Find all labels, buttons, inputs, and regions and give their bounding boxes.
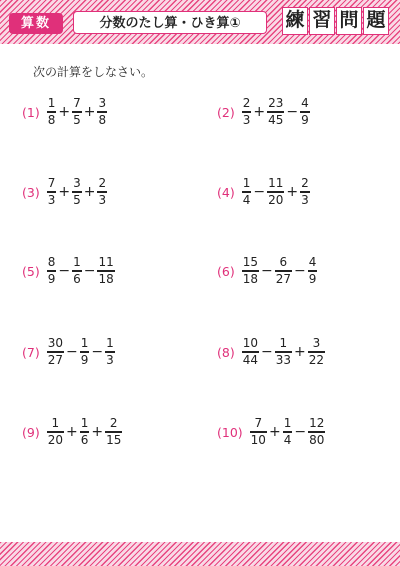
numerator: 1 bbox=[73, 255, 81, 270]
fraction bbox=[250, 417, 267, 446]
fraction bbox=[308, 256, 318, 285]
instruction-text: 次の計算をしなさい。 bbox=[33, 65, 154, 79]
numerator: 12 bbox=[309, 416, 325, 431]
problem-number: (1) bbox=[22, 104, 40, 120]
denominator: 4 bbox=[283, 432, 292, 447]
numerator: 15 bbox=[242, 255, 258, 270]
denominator: 3 bbox=[47, 192, 56, 207]
practice-char: 問 bbox=[336, 7, 362, 35]
numerator: 3 bbox=[73, 176, 81, 191]
fraction bbox=[242, 177, 252, 206]
practice-char: 練 bbox=[282, 7, 308, 35]
numerator: 1 bbox=[283, 416, 292, 431]
denominator: 6 bbox=[80, 432, 89, 447]
denominator: 27 bbox=[47, 352, 63, 367]
denominator: 5 bbox=[73, 192, 81, 207]
fraction bbox=[80, 337, 90, 366]
footer-band bbox=[0, 542, 400, 566]
numerator: 30 bbox=[47, 336, 63, 351]
problem-item bbox=[22, 92, 108, 132]
fraction bbox=[275, 337, 292, 366]
operator: − bbox=[66, 344, 78, 360]
operator: + bbox=[58, 184, 71, 200]
problem-item bbox=[217, 332, 326, 372]
operator: − bbox=[261, 263, 273, 279]
numerator: 1 bbox=[106, 336, 114, 351]
fraction bbox=[97, 177, 107, 206]
fraction bbox=[105, 337, 115, 366]
fraction bbox=[242, 97, 252, 126]
denominator: 18 bbox=[242, 271, 258, 286]
denominator: 6 bbox=[73, 271, 81, 286]
denominator: 9 bbox=[301, 112, 309, 127]
fraction bbox=[97, 97, 107, 126]
fraction bbox=[242, 337, 259, 366]
problem-item bbox=[217, 412, 326, 452]
fraction bbox=[80, 417, 90, 446]
practice-label bbox=[282, 7, 389, 35]
numerator: 1 bbox=[47, 96, 56, 111]
fraction bbox=[72, 177, 82, 206]
numerator: 11 bbox=[268, 176, 284, 191]
denominator: 3 bbox=[242, 112, 251, 127]
operator: + bbox=[294, 344, 306, 360]
fraction bbox=[308, 417, 325, 446]
problem-number: (9) bbox=[22, 424, 40, 440]
denominator: 44 bbox=[242, 352, 258, 367]
numerator: 6 bbox=[279, 255, 288, 270]
problem-number: (5) bbox=[22, 263, 40, 279]
problem-number: (2) bbox=[217, 104, 235, 120]
numerator: 23 bbox=[268, 96, 284, 111]
problem-number: (7) bbox=[22, 344, 40, 360]
fraction bbox=[105, 417, 122, 446]
fraction bbox=[300, 177, 310, 206]
fraction bbox=[283, 417, 293, 446]
numerator: 11 bbox=[98, 255, 114, 270]
operator: + bbox=[253, 104, 266, 120]
numerator: 7 bbox=[254, 416, 263, 431]
denominator: 3 bbox=[301, 192, 309, 207]
numerator: 2 bbox=[109, 416, 118, 431]
operator: − bbox=[294, 263, 306, 279]
problem-item bbox=[22, 332, 116, 372]
numerator: 7 bbox=[47, 176, 56, 191]
denominator: 9 bbox=[308, 271, 317, 286]
denominator: 45 bbox=[268, 112, 284, 127]
denominator: 10 bbox=[250, 432, 266, 447]
denominator: 9 bbox=[80, 352, 89, 367]
denominator: 5 bbox=[73, 112, 81, 127]
problem-number: (8) bbox=[217, 344, 235, 360]
numerator: 2 bbox=[242, 96, 251, 111]
problem-item bbox=[22, 251, 116, 291]
worksheet-title: 分数のたし算・ひき算① bbox=[73, 11, 267, 34]
fraction bbox=[72, 97, 82, 126]
subject-badge: 算数 bbox=[9, 13, 63, 34]
denominator: 22 bbox=[308, 352, 325, 367]
operator: − bbox=[83, 263, 96, 279]
denominator: 20 bbox=[268, 192, 284, 207]
numerator: 1 bbox=[80, 336, 89, 351]
fraction bbox=[47, 256, 57, 285]
numerator: 2 bbox=[98, 176, 107, 191]
problem-number: (6) bbox=[217, 263, 235, 279]
denominator: 27 bbox=[275, 271, 292, 286]
operator: + bbox=[286, 184, 299, 200]
denominator: 3 bbox=[106, 352, 114, 367]
numerator: 1 bbox=[80, 416, 89, 431]
fraction bbox=[47, 417, 64, 446]
fraction bbox=[47, 337, 64, 366]
numerator: 2 bbox=[301, 176, 309, 191]
numerator: 1 bbox=[279, 336, 288, 351]
operator: − bbox=[286, 104, 299, 120]
problem-item bbox=[217, 251, 318, 291]
operator: + bbox=[91, 424, 104, 440]
fraction bbox=[267, 97, 284, 126]
operator: − bbox=[58, 263, 71, 279]
numerator: 3 bbox=[312, 336, 321, 351]
denominator: 3 bbox=[98, 192, 107, 207]
numerator: 8 bbox=[47, 255, 56, 270]
operator: + bbox=[83, 104, 96, 120]
problem-item bbox=[217, 92, 311, 132]
numerator: 1 bbox=[51, 416, 60, 431]
operator: − bbox=[253, 184, 266, 200]
fraction bbox=[72, 256, 82, 285]
operator: + bbox=[58, 104, 71, 120]
fraction bbox=[97, 256, 114, 285]
fraction bbox=[267, 177, 284, 206]
practice-char: 習 bbox=[309, 7, 335, 35]
denominator: 18 bbox=[98, 271, 114, 286]
problem-number: (3) bbox=[22, 184, 40, 200]
numerator: 1 bbox=[242, 176, 251, 191]
operator: − bbox=[294, 424, 307, 440]
denominator: 8 bbox=[98, 112, 107, 127]
fraction bbox=[300, 97, 310, 126]
problem-number: (10) bbox=[217, 424, 243, 440]
denominator: 4 bbox=[242, 192, 251, 207]
denominator: 8 bbox=[47, 112, 56, 127]
operator: + bbox=[66, 424, 78, 440]
numerator: 3 bbox=[98, 96, 107, 111]
operator: + bbox=[83, 184, 96, 200]
fraction bbox=[47, 177, 57, 206]
problem-item bbox=[22, 172, 108, 212]
numerator: 4 bbox=[301, 96, 309, 111]
fraction bbox=[242, 256, 259, 285]
operator: − bbox=[91, 344, 104, 360]
operator: + bbox=[268, 424, 281, 440]
denominator: 80 bbox=[309, 432, 325, 447]
operator: − bbox=[261, 344, 273, 360]
problem-item bbox=[217, 172, 311, 212]
practice-char: 題 bbox=[363, 7, 389, 35]
numerator: 10 bbox=[242, 336, 258, 351]
fraction bbox=[308, 337, 325, 366]
problem-number: (4) bbox=[217, 184, 235, 200]
numerator: 4 bbox=[308, 255, 317, 270]
denominator: 15 bbox=[106, 432, 122, 447]
fraction bbox=[275, 256, 292, 285]
problem-item bbox=[22, 412, 123, 452]
numerator: 7 bbox=[73, 96, 81, 111]
fraction bbox=[47, 97, 57, 126]
denominator: 20 bbox=[47, 432, 63, 447]
denominator: 33 bbox=[275, 352, 292, 367]
denominator: 9 bbox=[47, 271, 56, 286]
